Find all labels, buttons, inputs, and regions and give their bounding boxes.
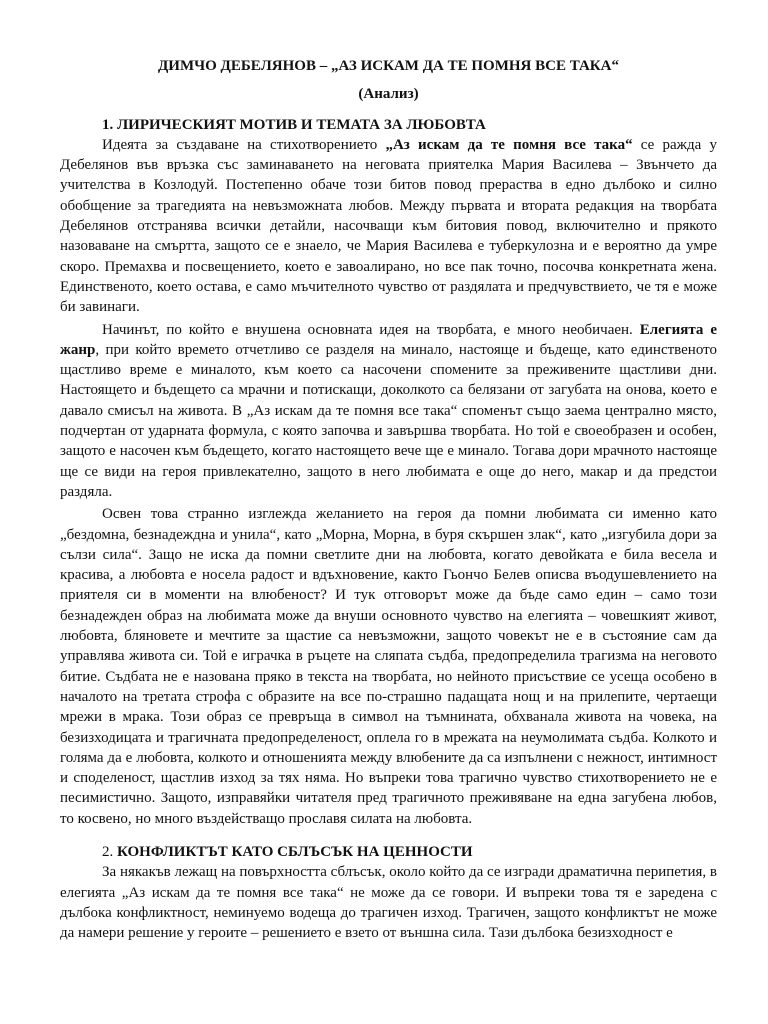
section-2-number: 2. (102, 843, 114, 860)
document-subtitle: (Анализ) (358, 86, 419, 103)
section-1-paragraph-1 (60, 135, 717, 318)
document-title: ДИМЧО ДЕБЕЛЯНОВ – „АЗ ИСКАМ ДА ТЕ ПОМНЯ ВСЕ ТАКА“ (157, 58, 619, 74)
section-2-heading-text: КОНФЛИКТЪТ КАТО СБЛЪСЪК НА ЦЕННОСТИ (113, 843, 473, 860)
section-2-heading (60, 842, 717, 862)
document-page (60, 46, 717, 943)
section-1-paragraph-2 (60, 320, 717, 503)
poem-title-bold: „Аз искам да те помня все така“ (385, 136, 633, 153)
paragraph-text: Идеята за създаване на стихотворението (102, 136, 386, 153)
section-1-heading: 1. ЛИРИЧЕСКИЯТ МОТИВ И ТЕМАТА ЗА ЛЮБОВТА (102, 116, 486, 133)
paragraph-text: , при който времето отчетливо се разделя на минало, настояще и бъдеще, като единственото щастливо време е миналото, към което са насочени спомените за преживените щастливи дни. Настоящето и бъдещето са мрачни и потискащи, доколкото са белязани от загубата на онова, което е давало смисъл на живота. В „Аз искам да те помня все така“ споменът също заема централно място, подчертан от ударната формула, с която започва и завършва творбата. Но той е своеобразен и особен, защото е насочен към бъдещето, когато настоящето вече ще е минало. Тогава дори мрачното настояще ще се види на героя привлекателно, защото в него любимата е още до него, макар и да предстои раздяла. (60, 341, 717, 500)
section-2-paragraph-1: За някакъв лежащ на повърхността сблъсък, около който да се изгради драматична перипетия, в елегията „Аз искам да те помня все така“ не може да се говори. И въпреки това тя е заредена с дълбока конфликтност, неминуемо водеща до трагичен изход. Трагичен, защото конфликтът не може да намери решение у героите – решението е взето от външна сила. Тази дълбока безизходност е (60, 864, 717, 942)
paragraph-text: Начинът, по който е внушена основната идея на творбата, е много необичаен. (102, 321, 640, 338)
section-1-paragraph-3: Освен това странно изглежда желанието на героя да помни любимата си именно като „бездомна, безнадеждна и унила“, като „Морна, Морна, в буря скършен злак“, като „изгубила дори за сълзи сила“. Защо не иска да помни светлите дни на любовта, когато девойката е била весела и красива, а любовта е носела радост и вдъхновение, както Гьончо Белев описва въодушевлението на приятеля си в моменти на влюбеност? И тук отговорът може да бъде само един – само този безнадежден образ на любимата може да внуши основното чувство на елегията – човешкият живот, любовта, блянoвете и мечтите за щастие са невъзможни, защото човекът не е в състояние сам да управлява живота си. Той е играчка в ръцете на сляпата съдба, предопределила трагизма на неговото битие. Съдбата не е назована пряко в текста на творбата, но нейното присъствие се усеща особено в началото на третата строфа с образите на все по-страшно падащата нощ и на прилепите, чертаещи мрежи в мрака. Този образ се превръща в символ на тъмнината, обхванала живота на човека, на безизходицата и трагичната предопределеност, оплела го в мрежата на неумолимата съдба. Колкото и голяма да е любовта, колкото и отношенията между влюбените да са изпълнени с нежност, интимност и споделеност, щастлив изход за тях няма. Но въпреки това трагично чувство стихотворението не е песимистично. Защото, изправяйки читателя пред трагичното преживяване на една загубена любов, то косвено, но много въздействащо прославя силата на любовта. (60, 506, 717, 827)
paragraph-text: се ражда у Дебелянов във връзка със заминаването на неговата приятелка Мария Василева – Звънчето да учителства в Козлодуй. Постепенно обаче този битов повод прераства в едно дълбоко и силно обобщение за трагедията на невъзможната любов. Между първата и втората редакция на творбата Дебелянов отстранява всички детайли, насочващи към битовия повод, включително и прякото назоваване на смъртта, защото се е знаело, че Мария Василева е туберкулозна и е вероятно да умре скоро. Премахва и посвещението, което е завоалирано, но все пак точно, посочва конкретната жена. Единственото, което остава, е само мъчителното чувство от раздялата и предчувствието, че тя е може би завинаги. (60, 136, 717, 316)
genre-term-bold: Елегията е жанр (60, 321, 718, 358)
